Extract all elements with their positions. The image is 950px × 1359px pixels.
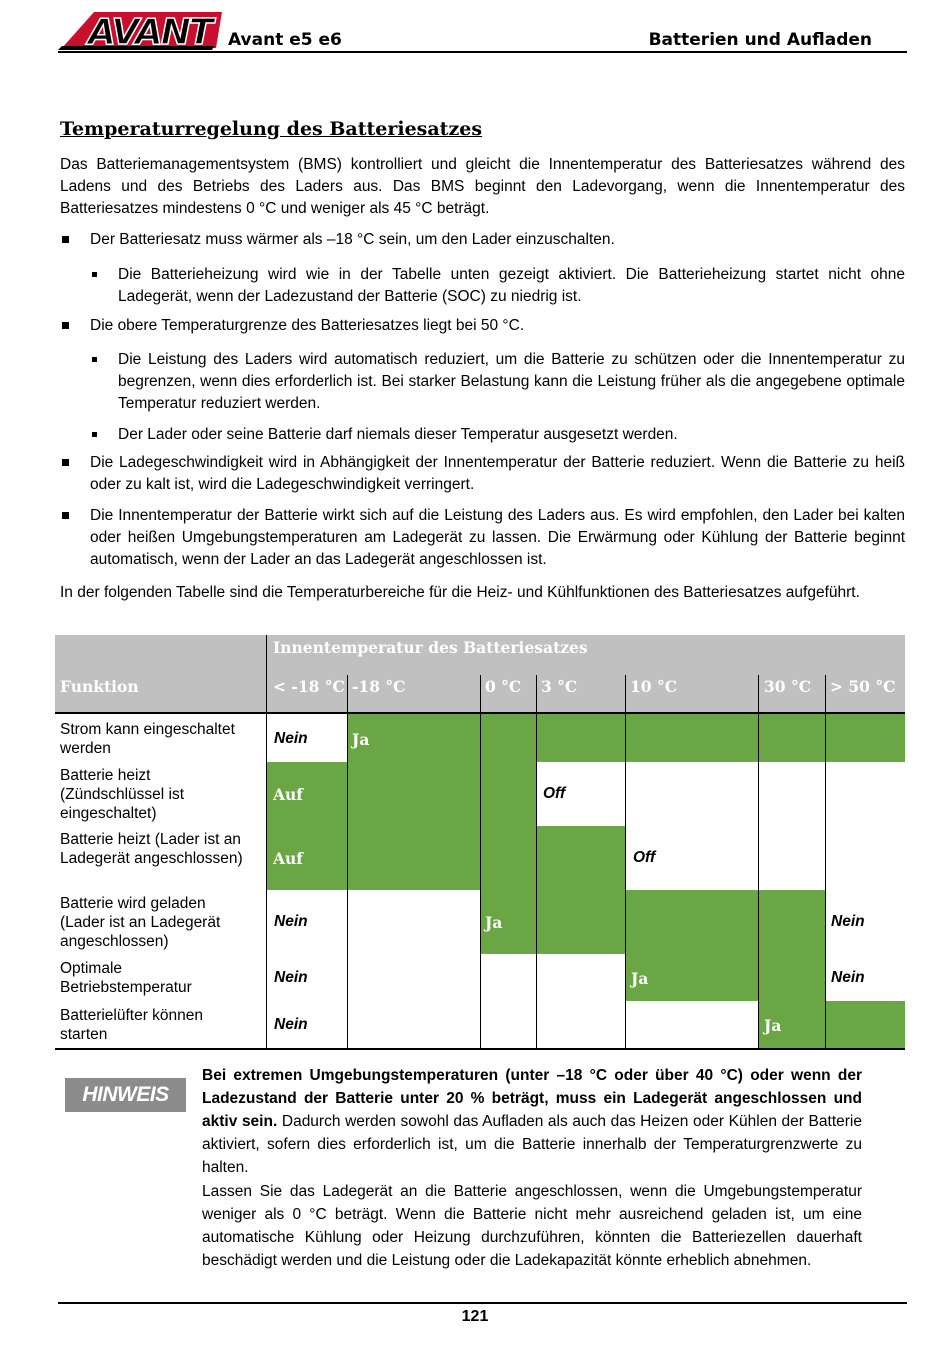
col-header: -18 °C: [352, 677, 406, 696]
bullet-1: Der Batteriesatz muss wärmer als –18 °C sein, um den Lader einzuschalten.: [90, 229, 905, 251]
bullet-4: Die Innentemperatur der Batterie wirkt sich auf die Leistung des Laders aus. Es wird empfohlen, den Lader bei kalten oder heißen Umgebungstemperaturen am Ladegerät zu lassen. Die Erwärmung oder Kühlung der Batterie beginnt automatisch, wenn der Lader an das Ladegerät angeschlossen ist.: [90, 505, 905, 571]
row-label: Strom kann eingeschaltet werden: [60, 721, 235, 757]
page-header: [58, 6, 906, 52]
header-rule: [58, 51, 907, 53]
avant-logo: [58, 6, 226, 50]
green-row1: [348, 714, 905, 762]
cell-value: Nein: [274, 730, 308, 747]
col-header: 30 °C: [764, 677, 812, 696]
bullet-3: Die Ladegeschwindigkeit wird in Abhängigkeit der Innentemperatur der Batterie reduziert. Wenn die Batterie zu heiß oder zu kalt ist, wird die Ladegeschwindigkeit verringert.: [90, 452, 905, 496]
header-func-cell: Funktion: [55, 635, 267, 713]
page-number: 121: [461, 1308, 489, 1325]
cell-value: Nein: [831, 969, 865, 986]
cell-value: Ja: [631, 969, 649, 988]
col-header: 10 °C: [630, 677, 678, 696]
section-title: Temperaturregelung des Batteriesatzes: [60, 118, 483, 140]
row-label: Batterie heizt (Zündschlüssel ist eingeschaltet): [60, 767, 185, 822]
intro-paragraph: Das Batteriemanagementsystem (BMS) kontrolliert und gleicht die Innentemperatur des Batteriesatzes während des Ladens und des Betriebs des Laders aus. Das BMS beginnt den Ladevorgang, wenn die Innentemperatur des Batteriesatzes mindestens 0 °C und weniger als 45 °C beträgt.: [60, 156, 905, 217]
header-model: Avant e5 e6: [228, 30, 342, 50]
cell-value: Ja: [485, 913, 503, 932]
header-temp-cell: [267, 635, 905, 713]
cell-value: Ja: [352, 730, 370, 749]
sub-bullet-2: Die Leistung des Laders wird automatisch reduziert, um die Batterie zu schützen oder die Innentemperatur zu begrenzen, wenn dies erforderlich ist. Bei starker Belastung kann die Leistung früher als die angegebene optimale Temperatur reduziert werden.: [118, 349, 905, 415]
cell-value: Nein: [274, 969, 308, 986]
row-label: Batterie wird geladen (Lader ist an Ladegerät angeschlossen): [60, 895, 221, 950]
row-label: Optimale Betriebstemperatur: [60, 960, 192, 996]
hinweis-badge: HINWEIS: [65, 1078, 186, 1112]
sub-bullet-1: Die Batterieheizung wird wie in der Tabelle unten gezeigt aktiviert. Die Batterieheizung startet nicht ohne Ladegerät, wenn der Ladezustand der Batterie (SOC) zu niedrig ist.: [118, 264, 905, 308]
bullet-2: Die obere Temperaturgrenze des Batteriesatzes liegt bei 50 °C.: [90, 315, 905, 337]
header-group-label: Innentemperatur des Batteriesatzes: [273, 638, 588, 657]
col-header: 3 °C: [541, 677, 578, 696]
temperature-table: [55, 635, 905, 1050]
green-row5: [626, 954, 826, 1001]
cell-value: Nein: [274, 1016, 308, 1033]
cell-value: Auf: [273, 785, 303, 804]
footer-rule: [58, 1302, 907, 1304]
table-intro: In der folgenden Tabelle sind die Temperaturbereiche für die Heiz- und Kühlfunktionen des Batteriesatzes aufgeführt.: [60, 584, 860, 601]
note-paragraph-2: Lassen Sie das Ladegerät an die Batterie angeschlossen, wenn die Umgebungstemperatur weniger als 0 °C beträgt. Wenn die Batterie nicht mehr ausreichend geladen ist, um eine automatische Kühlung oder Heizung durchzuführen, könnten die Batteriezellen dauerhaft beschädigt werden und die Leistung oder die Ladekapazität könnte erheblich abnehmen.: [202, 1183, 862, 1269]
col-header: > 50 °C: [830, 677, 896, 696]
row-label: Batterie heizt (Lader ist an Ladegerät angeschlossen): [60, 831, 243, 867]
green-row4: [481, 890, 826, 954]
cell-value: Off: [633, 849, 656, 866]
header-section: Batterien und Aufladen: [648, 30, 872, 50]
cell-value: Auf: [273, 849, 303, 868]
green-row2: [267, 762, 537, 826]
cell-value: Off: [543, 785, 566, 802]
cell-value: Ja: [764, 1016, 782, 1035]
note-paragraph-1: Bei extremen Umgebungstemperaturen (unter –18 °C oder über 40 °C) oder wenn der Ladezustand der Batterie unter 20 % beträgt, muss ein Ladegerät angeschlossen und aktiv sein. Dadurch werden sowohl das Aufladen als auch das Heizen oder Kühlen der Batterie aktiviert, sofern dies erforderlich ist, um die Batterie innerhalb der Temperaturgrenzwerte zu halten.: [202, 1067, 862, 1176]
green-row3: [267, 826, 626, 890]
col-header: 0 °C: [485, 677, 522, 696]
cell-value: Nein: [274, 913, 308, 930]
svg-text:AVANT: AVANT: [88, 12, 212, 50]
cell-value: Nein: [831, 913, 865, 930]
col-header: < -18 °C: [273, 677, 345, 696]
sub-bullet-3: Der Lader oder seine Batterie darf niemals dieser Temperatur ausgesetzt werden.: [118, 424, 905, 446]
row-label: Batterielüfter können starten: [60, 1007, 204, 1043]
